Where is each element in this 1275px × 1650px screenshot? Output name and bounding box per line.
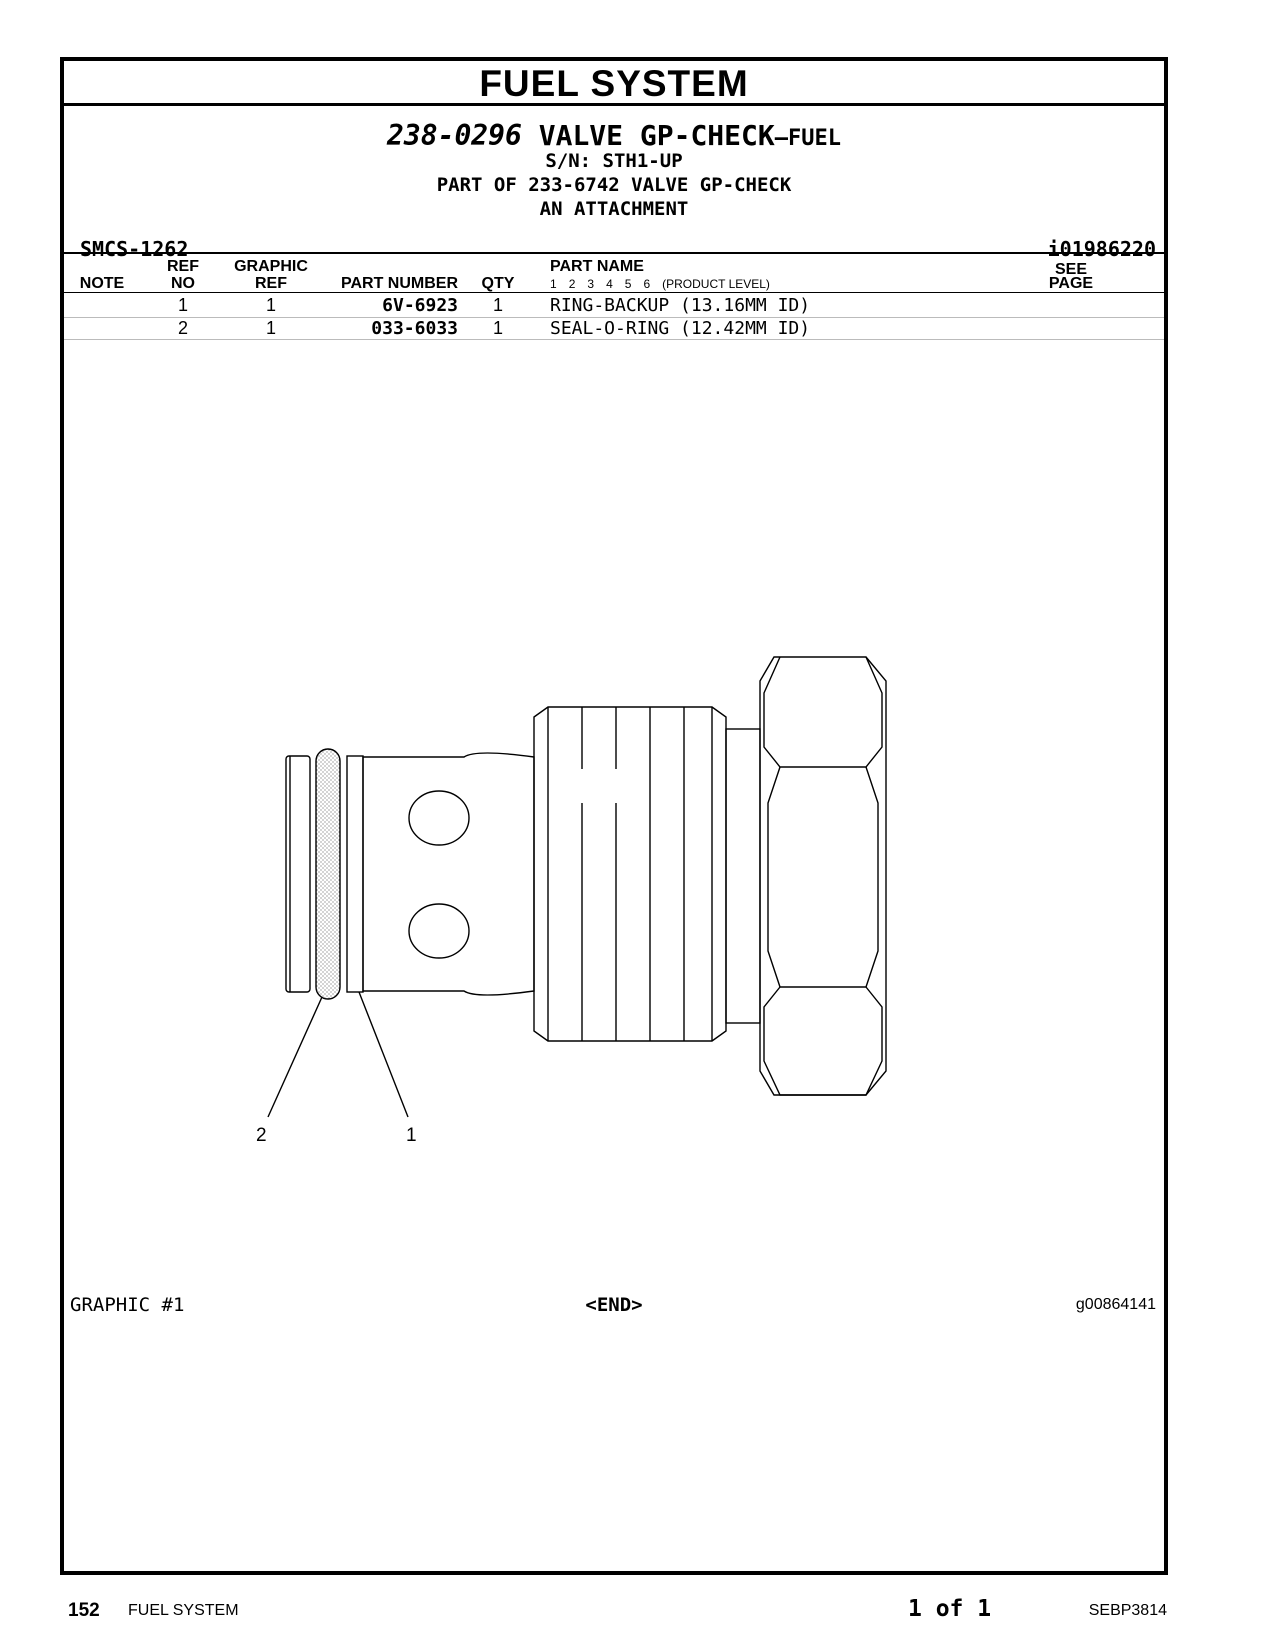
header-part-name: PART NAME [550, 258, 644, 275]
serial-number: S/N: STH1-UP [545, 150, 683, 172]
header-ref-no-2: NO [171, 275, 195, 292]
smcs-code: SMCS-1262 [80, 237, 189, 261]
header-qty: QTY [481, 275, 515, 292]
callout-label-1: 1 [406, 1125, 417, 1146]
group-suffix: —FUEL [774, 126, 841, 151]
row-ref-no: 2 [177, 318, 188, 338]
product-level-1: 1 [550, 277, 557, 291]
row-qty: 1 [492, 295, 503, 315]
product-level-5: 5 [624, 277, 632, 291]
section-title: FUEL SYSTEM [64, 61, 1164, 106]
product-level-4: 4 [606, 277, 613, 291]
backup-ring [347, 756, 363, 992]
row-part-number: 6V-6923 [382, 295, 458, 316]
header-graphic-ref-2: REF [255, 275, 287, 292]
header-see-page-1: SEE [1054, 261, 1087, 278]
page-count: 1 of 1 [908, 1596, 992, 1622]
leader-line-2 [268, 997, 322, 1117]
callout-label-2: 2 [256, 1125, 267, 1146]
page-number: 152 [68, 1600, 100, 1621]
header-part-number: PART NUMBER [340, 275, 458, 292]
row-part-name: RING-BACKUP (13.16MM ID) [550, 295, 811, 316]
row-part-number: 033-6033 [371, 318, 458, 339]
page-section: FUEL SYSTEM [128, 1602, 239, 1619]
page-frame [60, 57, 1168, 1575]
header-note: NOTE [79, 275, 125, 292]
o-ring-seal [316, 749, 340, 999]
product-level-6: 6 [643, 277, 651, 291]
product-level-2: 2 [568, 277, 576, 291]
group-number: 238-0296 [387, 119, 522, 152]
port-hole-lower [409, 904, 469, 958]
neck [726, 729, 760, 1023]
attachment-line: AN ATTACHMENT [539, 198, 689, 220]
graphic-id: g00864141 [1075, 1296, 1156, 1313]
leader-line-1 [359, 992, 408, 1117]
valve-body [363, 753, 534, 995]
group-name: VALVE GP-CHECK [538, 119, 775, 152]
hex-nut [760, 657, 886, 1095]
illustration-id: i01986220 [1047, 237, 1156, 261]
row-part-name: SEAL-O-RING (12.42MM ID) [550, 318, 811, 339]
row-graphic-ref: 1 [265, 318, 276, 338]
header-graphic-ref-1: GRAPHIC [234, 258, 308, 275]
port-hole-upper [409, 791, 469, 845]
product-level-label: (PRODUCT LEVEL) [662, 277, 770, 291]
end-marker: <END> [585, 1294, 643, 1316]
part-of-line: PART OF 233-6742 VALVE GP-CHECK [436, 174, 792, 196]
row-qty: 1 [492, 318, 503, 338]
valve-drawing [64, 61, 1164, 1571]
header-ref-no-1: REF [167, 258, 199, 275]
knurled-collar [534, 707, 726, 1041]
row-graphic-ref: 1 [265, 295, 276, 315]
row-ref-no: 1 [177, 295, 188, 315]
header-see-page-2: PAGE [1048, 275, 1094, 292]
graphic-label: GRAPHIC #1 [70, 1294, 185, 1316]
product-level-3: 3 [587, 277, 595, 291]
document-id: SEBP3814 [1088, 1602, 1167, 1619]
